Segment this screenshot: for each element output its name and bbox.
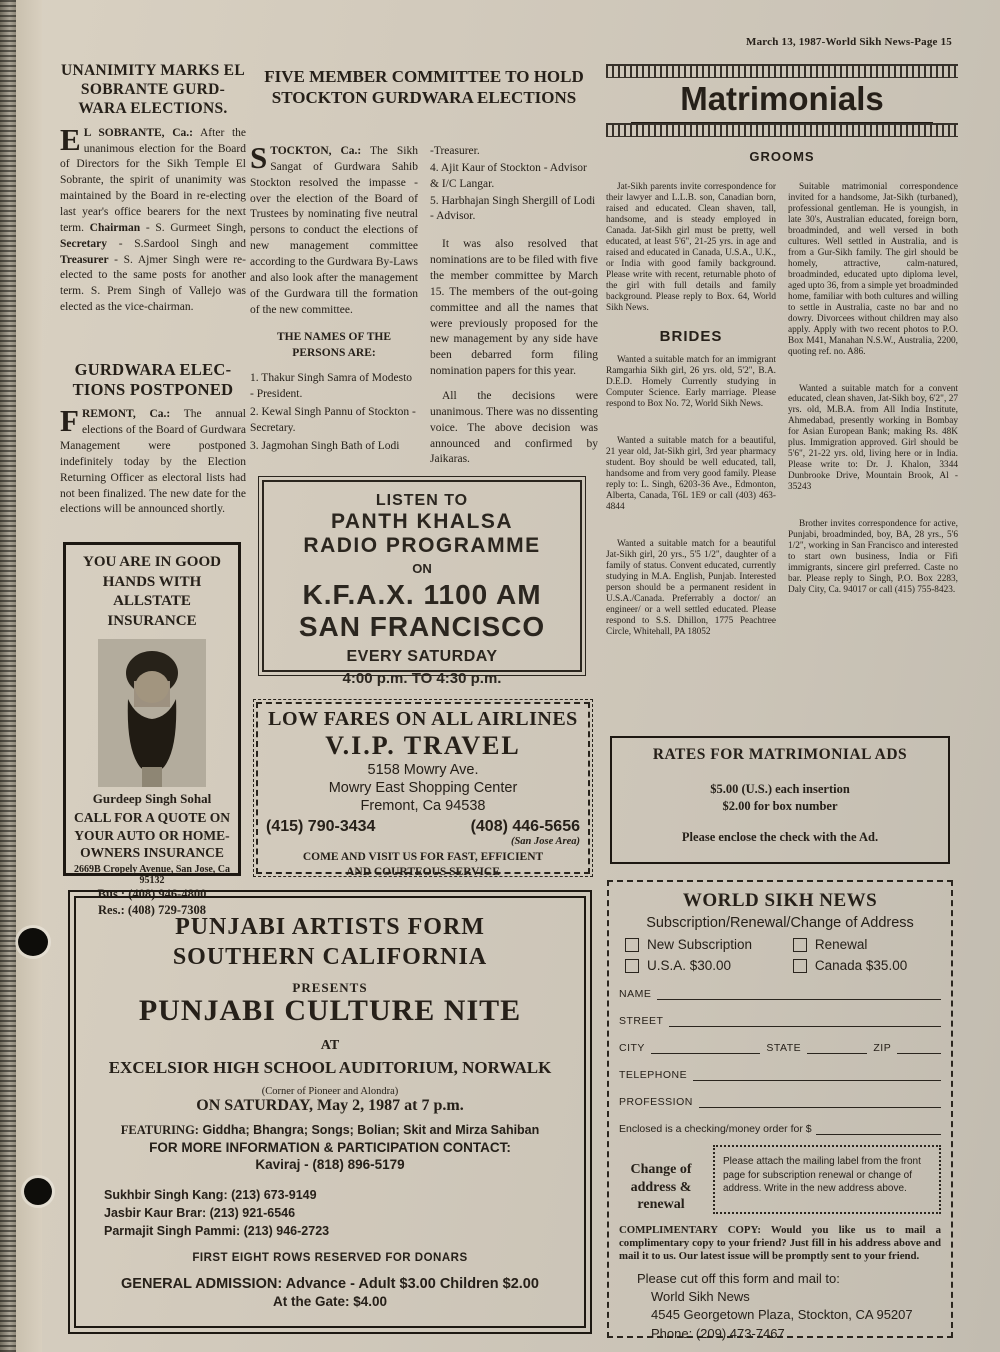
matrimonials-column-right <box>788 182 958 732</box>
hole-punch <box>18 928 48 956</box>
dropcap: S <box>250 144 268 175</box>
body-text: - S. Gurmeet Singh, <box>140 221 246 234</box>
grooms-heading: GROOMS <box>749 149 815 164</box>
form-field-name <box>619 988 941 1000</box>
matrimonial-ad: Suitable matrimonial correspondence invited for a handsome, Jat-Sikh (turbaned), professional gentleman. He is youngish, in late 30's, Australian educated, foreign born, broadminded, and well versed in both cultures. Well settled in Australia, and is from a Gur-Sikh family. The girl should be homely, attractive, calm-natured, broadminded, educated upto diploma level, aged upto 36, from a simple yet broadminded home, familiar with both cultures and willing to settle in Australia, caste no bar and no dowry. Divorcees without children may also apply. Apply with two recent photos to P.O. Box M41, Manahan N.S.W., Australia, 2200, quoting ref. no. A86. <box>788 182 958 357</box>
matrimonials-columns <box>606 182 958 732</box>
address-line: Mowry East Shopping Center <box>328 780 518 797</box>
mail-line: Phone: (209) 473-7467 <box>651 1325 785 1341</box>
ad-line: EVERY SATURDAY <box>346 648 498 665</box>
names-list <box>250 371 418 454</box>
form-field-street <box>619 1015 941 1027</box>
article-title: UNANIMITY MARKS EL SOBRANTE GURD-WARA ELECTIONS. <box>61 62 245 117</box>
form-subtitle: Subscription/Renewal/Change of Address <box>646 915 914 931</box>
ad-line: LISTEN TO <box>375 492 469 509</box>
dropcap: F <box>60 403 79 439</box>
phone-note: (San Jose Area) <box>510 836 580 848</box>
ad-call-to-action: CALL FOR A QUOTE ON YOUR AUTO OR HOME-OWNERS INSURANCE <box>73 810 231 861</box>
ad-tagline <box>266 850 580 880</box>
admission-line: GENERAL ADMISSION: Advance - Adult $3.00 Children $2.00 <box>121 1276 539 1293</box>
venue: EXCELSIOR HIGH SCHOOL AUDITORIUM, NORWALK <box>108 1058 552 1077</box>
mail-line: World Sikh News <box>651 1289 750 1305</box>
contact-heading: FOR MORE INFORMATION & PARTICIPATION CONTACT: <box>149 1140 511 1155</box>
field-label: PROFESSION <box>619 1096 693 1108</box>
dateline: L SOBRANTE, Ca.: <box>83 126 193 139</box>
fill-in-line <box>897 1042 941 1054</box>
checkbox-label: Canada $35.00 <box>814 958 908 973</box>
punjabi-culture-nite-ad <box>74 896 586 1328</box>
contact-list <box>104 1186 566 1240</box>
featuring-text: Giddha; Bhangra; Songs; Bolian; Skit and Mirza Sahiban <box>198 1123 540 1137</box>
checkbox-icon <box>625 959 639 973</box>
checkbox-row <box>619 958 941 973</box>
checkbox-icon <box>793 938 807 952</box>
business-name: V.I.P. TRAVEL <box>325 731 521 760</box>
matrimonial-ad: Wanted a suitable match for a beautiful, 21 year old, Jat-Sikh girl, 3rd year pharmacy student. Boy should be well educated, tall, handsome and from very good family. Please reply to: L. Singh, 6203-36 Ave., Edmonton, Alberta, Canada, T6L 1E9 or call (403) 463-4844 <box>606 436 776 512</box>
fill-in-line <box>699 1096 941 1108</box>
form-title: WORLD SIKH NEWS <box>682 890 878 911</box>
contact-item: Jasbir Kaur Brar: (213) 921-6546 <box>104 1206 296 1221</box>
article-body <box>250 144 418 318</box>
fill-in-line <box>651 1042 760 1054</box>
fill-in-line <box>693 1069 941 1081</box>
article-body <box>60 403 246 518</box>
checkbox-usa-price <box>619 958 793 973</box>
mailing-address <box>619 1270 941 1343</box>
vip-travel-ad <box>256 702 590 879</box>
ad-line: PANTH KHALSA <box>330 510 514 533</box>
list-item: 4. Ajit Kaur of Stockton - Advisor & I/C Langar. <box>430 161 587 190</box>
rate-note: Please enclose the check with the Ad. <box>681 830 879 844</box>
ad-time: 4:00 p.m. TO 4:30 p.m. <box>342 670 502 687</box>
article-title: GURDWARA ELEC-TIONS POSTPONED <box>72 360 234 400</box>
article-column-2 <box>430 144 598 474</box>
form-field-telephone <box>619 1069 941 1081</box>
body-paragraph: It was also resolved that nominations are to be filed with five the member committee by March 15. The members of the out-going committee and all the names that were previously proposed for the new management by any side have been debarred form filing nomination papers for this year. <box>430 238 598 378</box>
ad-line: ON <box>412 561 432 576</box>
panth-khalsa-radio-ad <box>262 480 582 687</box>
checkbox-canada-price <box>793 958 907 973</box>
field-label: TELEPHONE <box>619 1069 688 1081</box>
allstate-insurance-ad <box>63 542 241 917</box>
body-paragraph: All the decisions were unanimous. There was no dissenting voice. The above decision was announced and confirmed by Jaikaras. <box>430 390 598 466</box>
matrimonials-title: Matrimonials <box>631 78 934 123</box>
article-postponed <box>60 360 246 518</box>
fill-in-line <box>807 1042 867 1054</box>
mail-line: 4545 Georgetown Plaza, Stockton, CA 95207 <box>651 1307 913 1323</box>
featuring-label: FEATURING: <box>120 1123 199 1137</box>
body-text: - S. Ajmer Singh were re-elected to the same posts for another term. S. Prem Singh of Vallejo was elected as the vice-chairman. <box>60 253 246 314</box>
ad-banner: LOW FARES ON ALL AIRLINES <box>268 708 578 730</box>
complimentary-label: COMPLIMENTARY COPY: <box>619 1223 761 1236</box>
list-item: 2. Kewal Singh Pannu of Stockton - Secretary. <box>250 405 416 434</box>
enclosed-label: Enclosed is a checking/money order for $ <box>619 1123 812 1135</box>
phone-row <box>266 818 580 847</box>
checkbox-new-subscription <box>619 937 793 952</box>
matrimonial-ad: Wanted a suitable match for a convent educated, clean shaven, Jat-Sikh boy, 6'2", 27 yrs. old, M.B.A. from All India Institute, Ahmedabad, presently working in Bombay for Asian European Bank; making Rs. 48K plus. Immigration approved. Girl should be 5'6", 21-22 yrs. old, living here or in India. Please write to: Dr. J. Khalon, 3344 Dunbrooke Drive, Mountain Brook, Al - 35243 <box>788 383 958 493</box>
body-bold: Treasurer <box>60 253 109 266</box>
mailing-label-note: Please attach the mailing label from the front page for subscription renewal or change of address. Write in the new address above. <box>713 1145 941 1214</box>
checkbox-row <box>619 937 941 952</box>
fill-in-line <box>669 1015 941 1027</box>
organization-name <box>94 912 566 972</box>
list-item: -Treasurer. <box>430 145 480 157</box>
mail-line: Please cut off this form and mail to: <box>637 1270 840 1286</box>
gate-price: At the Gate: $4.00 <box>272 1294 388 1310</box>
article-body <box>60 121 246 316</box>
checkbox-icon <box>625 938 639 952</box>
list-item: 3. Jagmohan Singh Bath of Lodi <box>250 439 400 452</box>
field-label: CITY <box>619 1042 645 1054</box>
dateline: TOCKTON, Ca.: <box>270 145 362 157</box>
dropcap: E <box>60 121 81 157</box>
business-phone: Bus.: (408) 946-4800 <box>97 886 207 901</box>
form-field-profession <box>619 1096 941 1108</box>
contact-item: Sukhbir Singh Kang: (213) 673-9149 <box>104 1188 317 1202</box>
decorative-band <box>606 64 958 78</box>
address-line: 5158 Mowry Ave. <box>367 762 479 778</box>
fill-in-line <box>816 1123 941 1135</box>
complimentary-text: Would you like us to mail a complimentary copy to your friend? Just fill in his address above and mail it to us. Our latest issue will be promptly sent to your friend. <box>619 1223 941 1263</box>
list-item: 5. Harbhajan Singh Shergill of Lodi - Advisor. <box>430 194 596 223</box>
checkbox-label: Renewal <box>814 937 868 952</box>
form-field-city-state-zip <box>619 1042 941 1054</box>
matrimonial-ad: Brother invites correspondence for active, Punjabi, broadminded, boy, BA, 28 yrs., 5'6 1/2", working in San Francisco and interested to start own business, India or Fifi immigrants, sincere girl preferred. Caste no bar. Please reply to Singh, P.O. Box 2283, Daly City, Ca. 94017 or call (415) 755-8423. <box>788 519 958 595</box>
matrimonials-column-left <box>606 182 776 732</box>
dateline: REMONT, Ca.: <box>81 408 171 421</box>
body-text: The Sikh Sangat of Gurdwara Sahib Stockton resolved the impasse - over the election of the Board of Trustees by nominating five neutral persons to conduct the elections of new management committee according to the Gurdwara By-Laws and also look after the management of the Gurdwara till the formation of the new committee. <box>250 145 418 316</box>
article-subhead: THE NAMES OF THE PERSONS ARE: <box>276 331 392 360</box>
org-line: SOUTHERN CALIFORNIA <box>172 944 488 970</box>
matrimonial-rates-box <box>610 736 950 864</box>
phone-number: (408) 446-5656 <box>470 818 580 836</box>
featuring-line <box>94 1123 566 1138</box>
spiral-binding-texture <box>0 0 16 1352</box>
agent-portrait-photo <box>98 639 206 787</box>
agent-name: Gurdeep Singh Sohal <box>92 791 212 806</box>
checkbox-icon <box>793 959 807 973</box>
body-text: - S.Sardool Singh and <box>107 237 246 250</box>
matrimonial-ad: Jat-Sikh parents invite correspondence for their lawyer and L.L.B. son, Canadian born, raised and educated. Clean shaven, tall, handsome, and is steady employed in Canada. Jat-Sikh girl must be pretty, well educated, at least 5'6", 21-25 yrs. in age and raised and educated in Canada, U.S.A., U.K., or India with good family background. Please write with recent, returnable photo of the girl with full details and family background. Please reply to Box. 64, World Sikh News. <box>606 182 776 313</box>
body-bold: Chairman <box>89 221 141 234</box>
rates-title: RATES FOR MATRIMONIAL ADS <box>652 746 908 763</box>
matrimonials-header <box>606 64 958 164</box>
checkbox-renewal <box>793 937 868 952</box>
ad-line: RADIO PROGRAMME <box>303 534 541 557</box>
subscription-form <box>607 880 953 1341</box>
event-datetime: ON SATURDAY, May 2, 1987 at 7 p.m. <box>196 1097 464 1114</box>
hole-punch <box>24 1178 52 1205</box>
ad-heading: YOU ARE IN GOOD HANDS WITH ALLSTATE INSURANCE <box>83 554 221 629</box>
address-line: Fremont, Ca 94538 <box>360 798 486 815</box>
contact-main: Kaviraj - (818) 896-5179 <box>255 1157 405 1172</box>
presents-label: PRESENTS <box>292 980 368 995</box>
fill-in-line <box>657 988 941 1000</box>
page-header: March 13, 1987-World Sikh News-Page 15 <box>745 36 952 48</box>
brides-heading: BRIDES <box>659 327 723 345</box>
body-text: After the unanimous election for the Board of Directors for the Sikh Temple El Sobrante, the spirit of unanimity was maintained by the Board in re-electing last year's office bearers for the next term. <box>60 126 246 234</box>
contact-item: Parmajit Singh Pammi: (213) 946-2723 <box>104 1224 330 1239</box>
ad-address: 2669B Cropely Avenue, San Jose, Ca 95132 <box>73 863 231 886</box>
tagline-line: COME AND VISIT US FOR FAST, EFFICIENT <box>302 851 544 864</box>
page-left-edge <box>16 0 42 1352</box>
list-item: 1. Thakur Singh Samra of Modesto - President. <box>250 372 413 401</box>
event-title: PUNJABI CULTURE NITE <box>138 994 522 1027</box>
body-text: The annual elections of the Board of Gurdwara Management were postponed indefinitely today by the Election Returning Officer as electoral lists had not been finalized. The new date for the elections will be announced shortly. <box>60 408 246 516</box>
reserved-note: FIRST EIGHT ROWS RESERVED FOR DONARS <box>192 1252 468 1265</box>
enclosed-line <box>619 1123 941 1135</box>
venue-note: (Corner of Pioneer and Alondra) <box>261 1086 399 1097</box>
field-label: STREET <box>619 1015 664 1027</box>
change-of-address-label: Change of address & renewal <box>630 1162 692 1212</box>
body-bold: Secretary <box>60 237 108 250</box>
field-label: STATE <box>766 1042 802 1054</box>
checkbox-label: New Subscription <box>647 937 753 952</box>
field-label: ZIP <box>873 1042 892 1054</box>
tagline-line: AND COURTEOUS SERVICE <box>346 866 500 879</box>
phone-number: (415) 790-3434 <box>266 818 376 836</box>
article-column-1 <box>250 144 418 474</box>
decorative-band <box>606 123 958 137</box>
complimentary-copy-note <box>619 1224 941 1264</box>
rate-line: $2.00 for box number <box>722 799 838 813</box>
radio-city: SAN FRANCISCO <box>298 611 546 642</box>
checkbox-label: U.S.A. $30.00 <box>647 958 732 973</box>
matrimonial-ad: Wanted a suitable match for a beautiful Jat-Sikh girl, 20 yrs., 5'5 1/2", daughter of a family of status. Convent educated, currently studying in M.A. English, Punjab. Interested person should be a permanent resident in U.S.A./Canada. Preferrably a doctor/ an engineer/ or a well settled educated. Please respond to S.S. Dhillon, 1775 Peachtree Circle, Whitehall, PA 18052 <box>606 538 776 637</box>
article-committee <box>250 144 598 474</box>
radio-station: K.F.A.X. 1100 AM <box>302 579 542 610</box>
change-of-address-section <box>619 1145 941 1214</box>
residence-phone: Res.: (408) 729-7308 <box>98 902 206 917</box>
article-title-committee: FIVE MEMBER COMMITTEE TO HOLD STOCKTON GURDWARA ELECTIONS <box>264 67 584 108</box>
matrimonial-ad: Wanted a suitable match for an immigrant Ramgarhia Sikh girl, 26 yrs. old, 5'2", B.A. D.E.D. Homely Currently studying in Computer Science. Early marriage. Please respond to Box No. 72, World Sikh News. <box>606 355 776 410</box>
at-label: AT <box>320 1038 340 1053</box>
article-unanimity <box>60 62 246 316</box>
field-label: NAME <box>619 988 652 1000</box>
rate-line: $5.00 (U.S.) each insertion <box>710 782 850 796</box>
org-line: PUNJABI ARTISTS FORM <box>175 914 485 940</box>
